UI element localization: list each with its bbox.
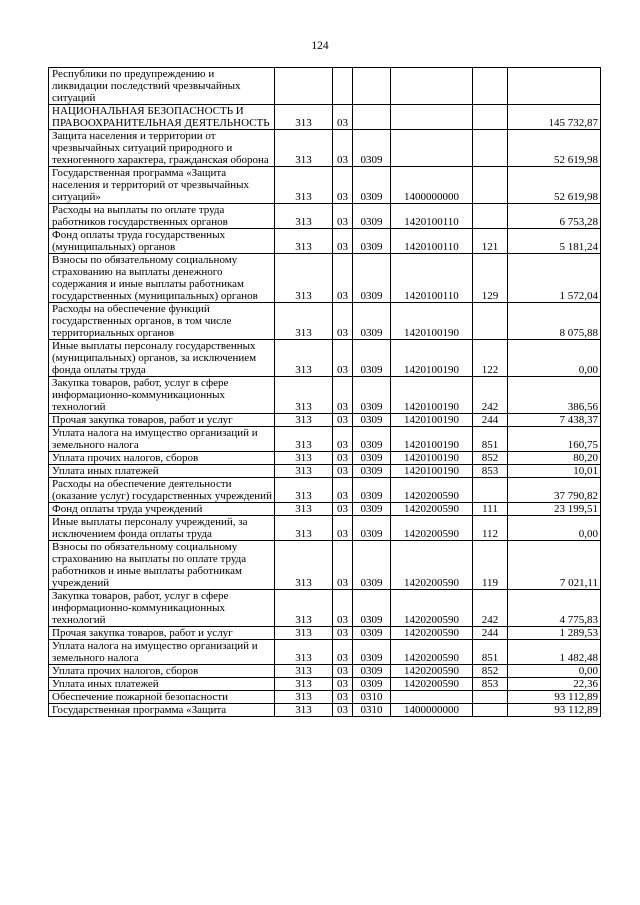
cell-amount: 0,00 [508, 340, 601, 377]
cell-section: 03 [333, 452, 353, 465]
table-row [49, 414, 601, 427]
table-row [49, 340, 601, 377]
cell-name: Прочая закупка товаров, работ и услуг [49, 414, 275, 427]
table-row [49, 303, 601, 340]
cell-target-article: 1420100110 [391, 254, 473, 303]
cell-name: Уплата прочих налогов, сборов [49, 452, 275, 465]
cell-subsection: 0309 [353, 478, 391, 503]
cell-expense-type: 112 [473, 516, 508, 541]
cell-target-article: 1420100190 [391, 452, 473, 465]
cell-expense-type [473, 478, 508, 503]
cell-amount: 52 619,98 [508, 130, 601, 167]
cell-admin-code: 313 [275, 105, 333, 130]
cell-subsection: 0309 [353, 254, 391, 303]
table-row [49, 465, 601, 478]
cell-amount: 1 289,53 [508, 627, 601, 640]
cell-target-article: 1420200590 [391, 590, 473, 627]
table-row [49, 377, 601, 414]
table-row [49, 130, 601, 167]
cell-target-article: 1400000000 [391, 167, 473, 204]
cell-amount: 37 790,82 [508, 478, 601, 503]
cell-name: Обеспечение пожарной безопасности [49, 691, 275, 704]
cell-name: Взносы по обязательному социальному страхованию на выплаты по оплате труда работников и иные выплаты работникам учреждений [49, 541, 275, 590]
cell-subsection: 0309 [353, 452, 391, 465]
cell-section: 03 [333, 167, 353, 204]
cell-name: Республики по предупреждению и ликвидации последствий чрезвычайных ситуаций [49, 68, 275, 105]
cell-amount: 7 438,37 [508, 414, 601, 427]
cell-target-article: 1420200590 [391, 541, 473, 590]
cell-amount: 93 112,89 [508, 704, 601, 717]
cell-admin-code: 313 [275, 478, 333, 503]
cell-amount [508, 68, 601, 105]
cell-name: Уплата налога на имущество организаций и земельного налога [49, 427, 275, 452]
cell-target-article: 1420200590 [391, 503, 473, 516]
cell-amount: 5 181,24 [508, 229, 601, 254]
cell-subsection: 0309 [353, 640, 391, 665]
cell-admin-code: 313 [275, 465, 333, 478]
cell-admin-code: 313 [275, 452, 333, 465]
cell-name: Уплата прочих налогов, сборов [49, 665, 275, 678]
cell-section: 03 [333, 704, 353, 717]
cell-subsection: 0309 [353, 414, 391, 427]
cell-subsection: 0309 [353, 130, 391, 167]
cell-amount: 1 572,04 [508, 254, 601, 303]
cell-expense-type: 851 [473, 427, 508, 452]
cell-section: 03 [333, 516, 353, 541]
table-row [49, 665, 601, 678]
table-row [49, 254, 601, 303]
cell-admin-code: 313 [275, 590, 333, 627]
cell-admin-code: 313 [275, 204, 333, 229]
cell-expense-type: 129 [473, 254, 508, 303]
cell-expense-type [473, 68, 508, 105]
cell-target-article [391, 105, 473, 130]
cell-subsection: 0309 [353, 465, 391, 478]
cell-name: Фонд оплаты труда государственных (муниципальных) органов [49, 229, 275, 254]
cell-target-article: 1420200590 [391, 627, 473, 640]
cell-expense-type [473, 130, 508, 167]
cell-admin-code: 313 [275, 691, 333, 704]
cell-admin-code: 313 [275, 130, 333, 167]
cell-admin-code: 313 [275, 229, 333, 254]
cell-admin-code: 313 [275, 427, 333, 452]
cell-admin-code: 313 [275, 678, 333, 691]
cell-subsection: 0309 [353, 167, 391, 204]
table-row [49, 105, 601, 130]
cell-expense-type: 122 [473, 340, 508, 377]
cell-section: 03 [333, 640, 353, 665]
cell-expense-type: 244 [473, 627, 508, 640]
cell-admin-code: 313 [275, 503, 333, 516]
cell-section: 03 [333, 303, 353, 340]
cell-expense-type [473, 105, 508, 130]
cell-amount: 145 732,87 [508, 105, 601, 130]
table-row [49, 478, 601, 503]
cell-section [333, 68, 353, 105]
cell-section: 03 [333, 478, 353, 503]
cell-expense-type [473, 167, 508, 204]
cell-section: 03 [333, 541, 353, 590]
budget-table [48, 67, 601, 717]
cell-expense-type [473, 691, 508, 704]
cell-name: Защита населения и территории от чрезвычайных ситуаций природного и техногенного характера, гражданская оборона [49, 130, 275, 167]
cell-admin-code: 313 [275, 640, 333, 665]
cell-section: 03 [333, 465, 353, 478]
cell-expense-type: 852 [473, 665, 508, 678]
cell-name: Иные выплаты персоналу государственных (муниципальных) органов, за исключением фонда оплаты труда [49, 340, 275, 377]
cell-target-article: 1420200590 [391, 516, 473, 541]
table-row [49, 229, 601, 254]
cell-section: 03 [333, 627, 353, 640]
cell-subsection: 0309 [353, 516, 391, 541]
cell-admin-code: 313 [275, 541, 333, 590]
cell-target-article: 1420100190 [391, 303, 473, 340]
cell-section: 03 [333, 130, 353, 167]
cell-target-article: 1420200590 [391, 640, 473, 665]
cell-admin-code: 313 [275, 414, 333, 427]
cell-amount: 1 482,48 [508, 640, 601, 665]
cell-admin-code: 313 [275, 167, 333, 204]
cell-section: 03 [333, 340, 353, 377]
cell-name: Уплата налога на имущество организаций и земельного налога [49, 640, 275, 665]
cell-name: Фонд оплаты труда учреждений [49, 503, 275, 516]
table-row [49, 204, 601, 229]
cell-section: 03 [333, 590, 353, 627]
cell-amount: 386,56 [508, 377, 601, 414]
cell-amount: 22,36 [508, 678, 601, 691]
cell-admin-code: 313 [275, 627, 333, 640]
table-row [49, 541, 601, 590]
cell-amount: 0,00 [508, 665, 601, 678]
cell-admin-code: 313 [275, 303, 333, 340]
table-row [49, 704, 601, 717]
cell-admin-code: 313 [275, 516, 333, 541]
cell-section: 03 [333, 254, 353, 303]
cell-expense-type: 851 [473, 640, 508, 665]
cell-amount: 80,20 [508, 452, 601, 465]
cell-target-article: 1420200590 [391, 478, 473, 503]
table-row [49, 427, 601, 452]
cell-target-article: 1420100190 [391, 465, 473, 478]
cell-expense-type [473, 303, 508, 340]
cell-amount: 0,00 [508, 516, 601, 541]
table-row [49, 68, 601, 105]
cell-name: Уплата иных платежей [49, 678, 275, 691]
cell-subsection: 0310 [353, 691, 391, 704]
cell-target-article [391, 130, 473, 167]
table-row [49, 590, 601, 627]
cell-target-article: 1420200590 [391, 665, 473, 678]
cell-subsection: 0309 [353, 627, 391, 640]
cell-name: Закупка товаров, работ, услуг в сфере информационно-коммуникационных технологий [49, 590, 275, 627]
cell-subsection: 0310 [353, 704, 391, 717]
cell-subsection: 0309 [353, 678, 391, 691]
cell-amount: 52 619,98 [508, 167, 601, 204]
cell-subsection: 0309 [353, 665, 391, 678]
table-row [49, 691, 601, 704]
cell-section: 03 [333, 427, 353, 452]
cell-target-article [391, 691, 473, 704]
cell-name: Взносы по обязательному социальному страхованию на выплаты денежного содержания и иные выплаты работникам государственных (муниципальных) органов [49, 254, 275, 303]
page-number: 124 [311, 40, 329, 52]
cell-expense-type [473, 704, 508, 717]
cell-name: НАЦИОНАЛЬНАЯ БЕЗОПАСНОСТЬ И ПРАВООХРАНИТЕЛЬНАЯ ДЕЯТЕЛЬНОСТЬ [49, 105, 275, 130]
cell-expense-type: 242 [473, 377, 508, 414]
cell-expense-type: 119 [473, 541, 508, 590]
table-row [49, 640, 601, 665]
cell-expense-type: 111 [473, 503, 508, 516]
cell-target-article: 1420100110 [391, 229, 473, 254]
cell-target-article: 1420100110 [391, 204, 473, 229]
cell-amount: 7 021,11 [508, 541, 601, 590]
cell-subsection: 0309 [353, 303, 391, 340]
cell-name: Иные выплаты персоналу учреждений, за исключением фонда оплаты труда [49, 516, 275, 541]
cell-admin-code: 313 [275, 377, 333, 414]
cell-admin-code: 313 [275, 340, 333, 377]
cell-expense-type: 853 [473, 678, 508, 691]
cell-section: 03 [333, 229, 353, 254]
cell-expense-type: 853 [473, 465, 508, 478]
cell-admin-code: 313 [275, 254, 333, 303]
cell-subsection: 0309 [353, 541, 391, 590]
cell-section: 03 [333, 678, 353, 691]
table-row [49, 167, 601, 204]
cell-expense-type: 121 [473, 229, 508, 254]
cell-target-article: 1420200590 [391, 678, 473, 691]
cell-target-article: 1420100190 [391, 427, 473, 452]
cell-section: 03 [333, 204, 353, 229]
table-row [49, 452, 601, 465]
cell-target-article: 1420100190 [391, 340, 473, 377]
cell-amount: 93 112,89 [508, 691, 601, 704]
cell-section: 03 [333, 691, 353, 704]
cell-section: 03 [333, 414, 353, 427]
cell-target-article [391, 68, 473, 105]
cell-amount: 160,75 [508, 427, 601, 452]
cell-section: 03 [333, 503, 353, 516]
cell-admin-code: 313 [275, 704, 333, 717]
cell-subsection: 0309 [353, 204, 391, 229]
cell-name: Расходы на обеспечение функций государственных органов, в том числе территориальных органов [49, 303, 275, 340]
cell-amount: 4 775,83 [508, 590, 601, 627]
cell-expense-type [473, 204, 508, 229]
cell-expense-type: 244 [473, 414, 508, 427]
cell-amount: 6 753,28 [508, 204, 601, 229]
cell-subsection: 0309 [353, 503, 391, 516]
cell-target-article: 1400000000 [391, 704, 473, 717]
cell-name: Прочая закупка товаров, работ и услуг [49, 627, 275, 640]
cell-subsection: 0309 [353, 340, 391, 377]
cell-name: Государственная программа «Защита населения и территорий от чрезвычайных ситуаций» [49, 167, 275, 204]
cell-name: Расходы на обеспечение деятельности (оказание услуг) государственных учреждений [49, 478, 275, 503]
cell-amount: 10,01 [508, 465, 601, 478]
cell-section: 03 [333, 105, 353, 130]
cell-subsection [353, 105, 391, 130]
cell-subsection [353, 68, 391, 105]
table-row [49, 627, 601, 640]
cell-expense-type: 242 [473, 590, 508, 627]
cell-target-article: 1420100190 [391, 414, 473, 427]
cell-subsection: 0309 [353, 229, 391, 254]
table-row [49, 516, 601, 541]
cell-admin-code [275, 68, 333, 105]
cell-target-article: 1420100190 [391, 377, 473, 414]
cell-name: Уплата иных платежей [49, 465, 275, 478]
cell-subsection: 0309 [353, 590, 391, 627]
cell-name: Государственная программа «Защита [49, 704, 275, 717]
cell-subsection: 0309 [353, 377, 391, 414]
cell-name: Расходы на выплаты по оплате труда работников государственных органов [49, 204, 275, 229]
cell-expense-type: 852 [473, 452, 508, 465]
table-row [49, 503, 601, 516]
cell-amount: 23 199,51 [508, 503, 601, 516]
cell-amount: 8 075,88 [508, 303, 601, 340]
table-row [49, 678, 601, 691]
cell-name: Закупка товаров, работ, услуг в сфере информационно-коммуникационных технологий [49, 377, 275, 414]
cell-section: 03 [333, 377, 353, 414]
cell-admin-code: 313 [275, 665, 333, 678]
cell-section: 03 [333, 665, 353, 678]
cell-subsection: 0309 [353, 427, 391, 452]
